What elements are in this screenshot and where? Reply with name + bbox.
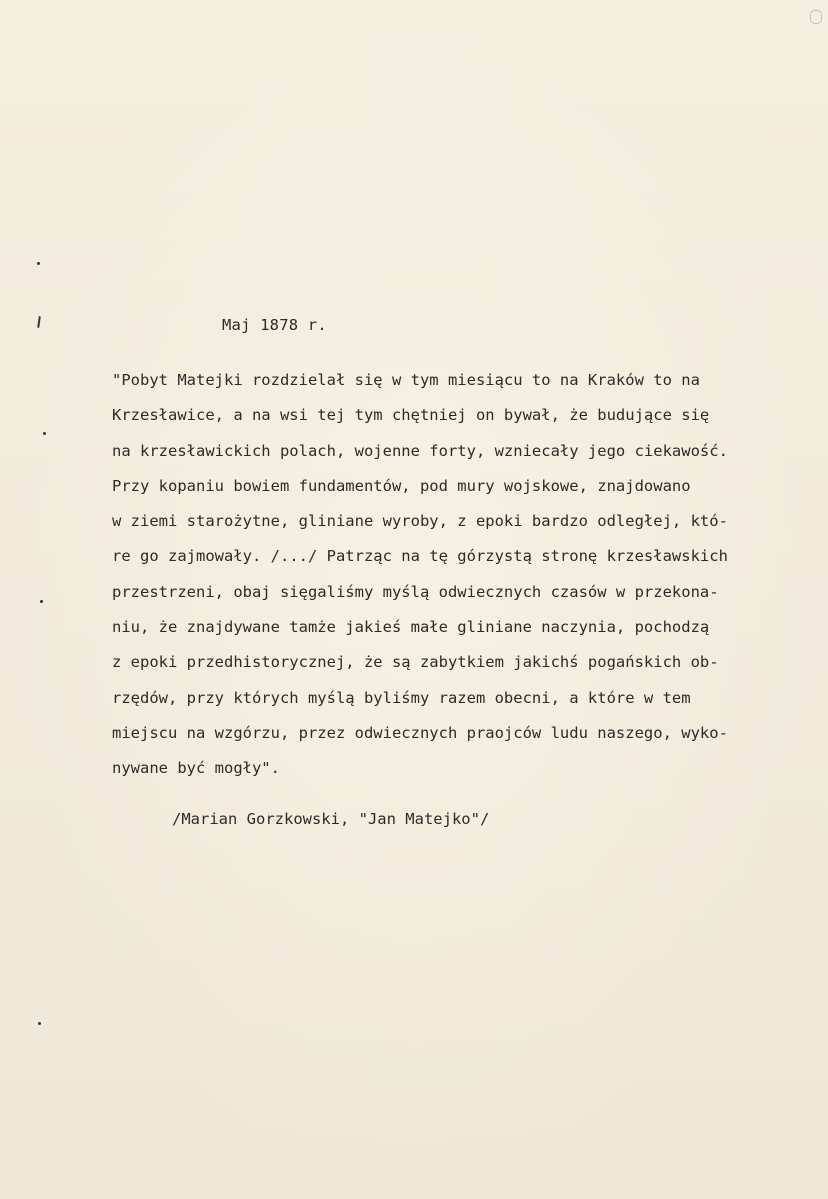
text-line: na krzesławickich polach, wojenne forty, wzniecały jego ciekawość. xyxy=(112,441,728,460)
text-line: w ziemi starożytne, gliniane wyroby, z epoki bardzo odległej, któ- xyxy=(112,512,728,531)
margin-mark xyxy=(37,316,41,328)
document-date: Maj 1878 r. xyxy=(222,316,327,334)
source-citation: /Marian Gorzkowski, "Jan Matejko"/ xyxy=(172,810,490,828)
text-line: Krzesławice, a na wsi tej tym chętniej on bywał, że budujące się xyxy=(112,406,710,425)
text-line: niu, że znajdywane tamże jakieś małe gliniane naczynia, pochodzą xyxy=(112,618,710,637)
text-line: przestrzeni, obaj sięgaliśmy myślą odwiecznych czasów w przekona- xyxy=(112,582,719,601)
corner-mark xyxy=(810,10,822,24)
margin-mark xyxy=(43,432,46,435)
text-line: miejscu na wzgórzu, przez odwiecznych praojców ludu naszego, wyko- xyxy=(112,723,728,742)
text-line: z epoki przedhistorycznej, że są zabytkiem jakichś pogańskich ob- xyxy=(112,653,719,672)
margin-mark xyxy=(40,600,43,603)
text-line: rzędów, przy których myślą byliśmy razem obecni, a które w tem xyxy=(112,688,691,707)
text-line: nywane być mogły". xyxy=(112,759,280,778)
margin-mark xyxy=(37,262,40,265)
margin-mark xyxy=(38,1022,41,1025)
text-line: Przy kopaniu bowiem fundamentów, pod mury wojskowe, znajdowano xyxy=(112,476,691,495)
quotation-body xyxy=(112,370,812,794)
text-line: re go zajmowały. /.../ Patrząc na tę górzystą stronę krzesławskich xyxy=(112,547,728,566)
text-line: "Pobyt Matejki rozdzielał się w tym miesiącu to na Kraków to na xyxy=(112,371,700,389)
